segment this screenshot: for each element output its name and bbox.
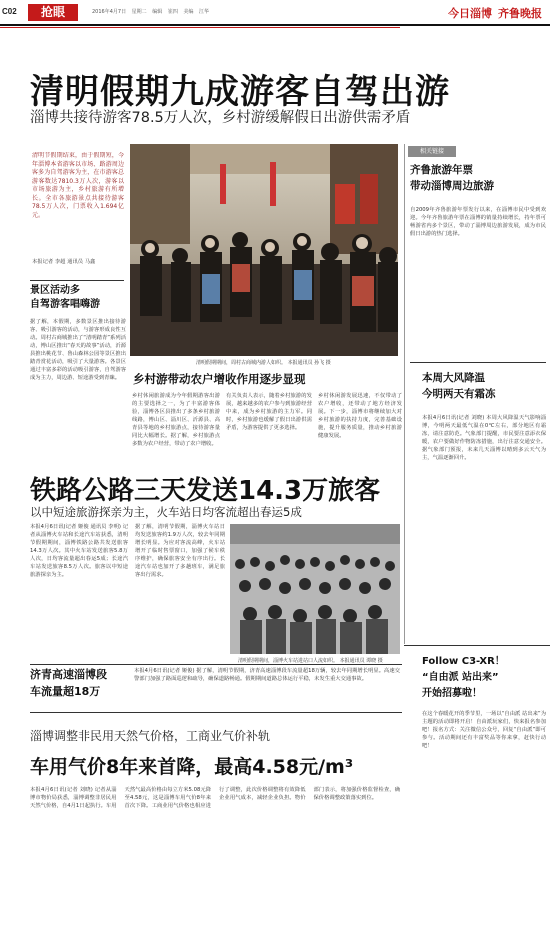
divider <box>404 645 550 646</box>
divider <box>30 280 124 281</box>
rural-col2: 有关负责人表示，随着乡村旅游的发展，越来越多的农户参与到旅游经营中来，成为乡村旅游的主力军。同时，乡村旅游也缓解了假日出游供需矛盾，为游客提供了更多选择。 <box>226 393 312 431</box>
header-accent-rule <box>0 27 400 28</box>
main-photo-caption: 清明假期期间，周村古商城内游人如织。 本报通讯员 孙飞 摄 <box>196 360 331 366</box>
rail-subhead: 以中短途旅游探亲为主，火车站日均客流超出春运5成 <box>30 505 302 519</box>
brand-name-1: 今日淄博 <box>448 7 492 20</box>
main-byline: 本报记者 李超 通讯员 马鑫 <box>32 259 96 265</box>
rural-col1: 乡村休闲旅游成为今年假期游客出游的主要选择之一，为了丰富游客体验，淄博各区县推出了多条乡村旅游线路，博山区、淄川区、沂源县、高青县等地的乡村旅游点，接待游客量同比大幅增长。据了解，乡村旅游点多数为农户经营，带动了农户增收。 <box>132 393 220 447</box>
scenic-body: 据了解，本假期，多数景区推出接待游客、吸引游客的活动，与游客形成良性互动。周村古商城推出了“清明踏青”系列活动，博山区推出“春天的故事”活动，沂源县推出桃花节、鲁山森林公园等景区推出踏青赏花活动，吸引了大量游客。各景区通过丰富多彩的活动吸引游客，自驾游客成为主力，周边游、短途游受到青睐。 <box>30 319 126 381</box>
side-body-1: 自2009年齐鲁旅游年票发行以来，在淄博市民中受到欢迎。今年齐鲁旅游年票在淄博的销量持续增长，持年票可畅游省内多个景区，带动了淄博周边旅游发展，成为市民假日出游的热门选择。 <box>410 207 546 237</box>
newspaper-brand <box>442 5 542 21</box>
side-body-2: 本报4月6日讯(记者 刘晓) 本周大风降温天气影响淄博，今明两天最低气温在0℃左右，部分地区有霜冻，请注意防范。气象部门提醒，市民要注意添衣保暖，农户要做好作物防冻措施，出行注意交通安全。据气象部门预报，未来几天淄博以晴到多云天气为主，气温逐渐回升。 <box>422 415 546 461</box>
expressway-title: 济青高速淄博段 车流量超18万 <box>30 668 107 698</box>
side-title-2: 本周大风降温 今明两天有霜冻 <box>422 372 496 400</box>
gas-headline-1: 淄博调整非民用天然气价格，工商业气价补轨 <box>30 729 271 743</box>
follow-title: Follow C3-XR！ “自由派 站出来” 开始招募啦！ <box>422 656 505 699</box>
page-header <box>0 0 550 24</box>
gas-headline-2: 车用气价8年来首降，最高4.58元/m³ <box>30 756 354 778</box>
rail-photo <box>230 524 400 654</box>
main-photo <box>130 144 398 356</box>
main-lead: 清明节假期结束，由于假期短，今年淄博本省游客以市场、路游周边客多为自驾游客为主，在市游客总游客数达7810.3万人次，游客以市场旅游为主，乡村旅游有所增长。全市各旅游景点共接待游客78.5万人次，门票收入1.694亿元。 <box>32 152 124 219</box>
header-rule <box>0 24 550 26</box>
gas-body: 本报4月6日讯(记者 刘晓) 记者从淄博市物价局获悉，淄博调整非居民用天然气价格，自4月1日起执行。车用天然气最高价格由每立方米5.08元降至4.58元，这是淄博车用气价8年来首次下降。工商业用气价格也相应进行了调整，此次价格调整将有效降低企业用气成本，减轻企业负担。物价部门表示，将加强价格监督检查，确保价格调整政策落实到位。 <box>30 787 400 809</box>
follow-body: 在这个春暖花开的季节里，一场以“自由派 站出来”为主题的活动即将开启！自由派玩家们，快来报名参加吧！报名方式：关注微信公众号，回复“自由派”即可参与。活动期间还有丰富奖品等你来拿，赶快行动吧！ <box>422 711 546 749</box>
rail-photo-caption: 清明假期期间，淄博火车站进站口人流如织。 本报通讯员 谭晓 摄 <box>238 658 383 664</box>
rural-col3: 乡村休闲游发展迅速，不仅带动了农户增收，还带动了地方经济发展。下一步，淄博市将继续加大对乡村旅游的扶持力度，完善基础设施，提升服务质量，推动乡村旅游健康发展。 <box>318 393 402 439</box>
rail-col1: 本报4月6日讯(记者 姬俊 通讯员 李明) 记者从淄博火车站和长途汽车站获悉，清明节假期期间，淄博铁路公路共发送旅客14.3万人次。其中火车站发送旅客5.8万人次，日均客流量超出春运5成；长途汽车站发送旅客8.5万人次。旅客以中短途旅游探亲为主。 <box>30 524 128 578</box>
main-subhead: 淄博共接待游客78.5万人次，乡村游缓解假日出游供需矛盾 <box>30 110 411 126</box>
follow-promo <box>422 648 546 930</box>
page-number: C02 <box>2 7 17 16</box>
main-headline: 清明假期九成游客自驾出游 <box>30 72 450 112</box>
expressway-body: 本报4月6日讯(记者 姬俊) 据了解，清明节假期，济青高速淄博段车流量超18万辆，较去年同期增长明显。高速交警部门加强了路面巡逻和疏导，确保道路畅通。假期期间道路总体运行平稳，未发生重大交通事故。 <box>134 668 400 682</box>
rail-headline: 铁路公路三天发送14.3万旅客 <box>30 476 381 506</box>
section-badge: 抢眼 <box>28 4 78 21</box>
crowd-photo <box>130 144 398 356</box>
dateline: 2016年4月7日 星期二 编辑 崔四 美编 江华 <box>92 9 210 15</box>
side-title-1: 齐鲁旅游年票 带动淄博周边旅游 <box>410 164 494 192</box>
divider <box>30 664 402 665</box>
brand-name-2: 齐鲁晚报 <box>498 7 542 20</box>
related-tag: 相关链接 <box>408 146 456 157</box>
rural-title: 乡村游带动农户增收作用逐步显现 <box>133 372 306 386</box>
divider <box>410 362 546 363</box>
scenic-title: 景区活动多 自驾游客唱嗨游 <box>30 285 100 310</box>
column-divider <box>404 144 405 644</box>
station-crowd-photo <box>230 524 400 654</box>
divider <box>30 712 402 713</box>
rail-col2: 据了解，清明节假期，淄博火车站日均发送旅客约1.9万人次，较去年同期增长明显。为应对客流高峰，火车站增开了临时售票窗口，加强了候车秩序维护，确保旅客安全有序出行。长途汽车站也加开了多趟班车，满足旅客出行需求。 <box>135 524 225 578</box>
